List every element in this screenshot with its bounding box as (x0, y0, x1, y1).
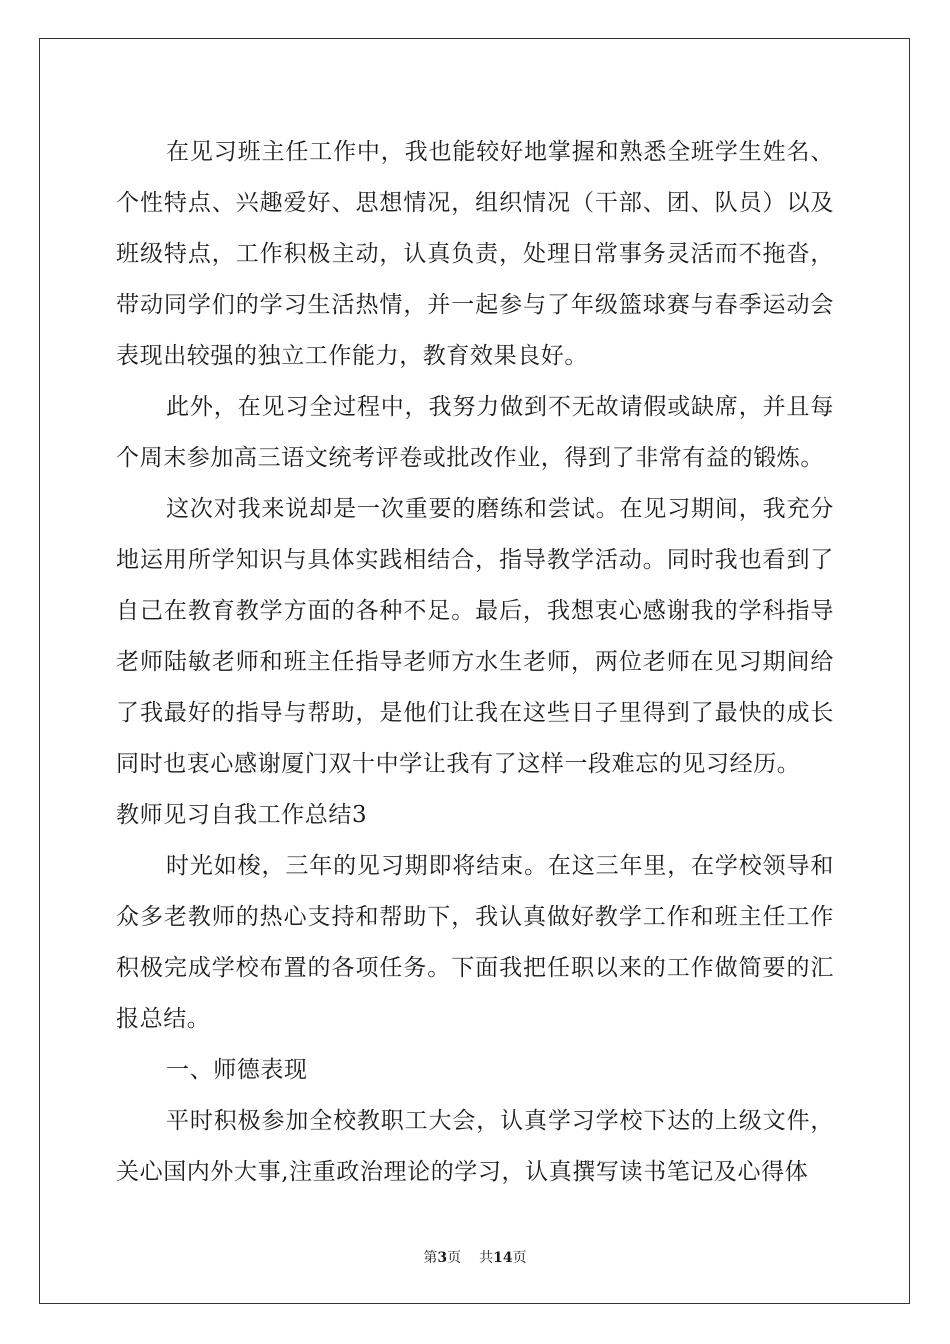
current-page-number: 3 (437, 1250, 448, 1266)
paragraph-summary-intro: 时光如梭，三年的见习期即将结束。在这三年里，在学校领导和众多老教师的热心支持和帮助下，我认真做好教学工作和班主任工作积极完成学校布置的各项任务。下面我把任职以来的工作做简要的汇报总结。 (116, 853, 834, 1032)
total-prefix: 共 (479, 1250, 494, 1266)
paragraph-attendance: 此外，在见习全过程中，我努力做到不无故请假或缺席，并且每个周末参加高三语文统考评卷或批改作业，得到了非常有益的锻炼。 (116, 394, 834, 471)
document-body (116, 127, 834, 1198)
page-suffix: 页 (447, 1250, 462, 1266)
paragraph-head-teacher-work: 在见习班主任工作中，我也能较好地掌握和熟悉全班学生姓名、个性特点、兴趣爱好、思想情况，组织情况（干部、团、队员）以及班级特点，工作积极主动，认真负责，处理日常事务灵活而不拖沓，带动同学们的学习生活热情，并一起参与了年级篮球赛与春季运动会表现出较强的独立工作能力，教育效果良好。 (116, 139, 834, 369)
subheading-ethics: 一、师德表现 (166, 1057, 308, 1083)
page-prefix: 第 (423, 1250, 438, 1266)
section-title: 教师见习自我工作总结3 (116, 802, 368, 828)
paragraph-thanks: 这次对我来说却是一次重要的磨练和尝试。在见习期间，我充分地运用所学知识与具体实践相结合，指导教学活动。同时我也看到了自己在教育教学方面的各种不足。最后，我想衷心感谢我的学科指导老师陆敏老师和班主任指导老师方水生老师，两位老师在见习期间给了我最好的指导与帮助，是他们让我在这些日子里得到了最快的成长同时也衷心感谢厦门双十中学让我有了这样一段难忘的见习经历。 (116, 496, 834, 777)
paragraph-ethics: 平时积极参加全校教职工大会，认真学习学校下达的上级文件，关心国内外大事,注重政治理论的学习，认真撰写读书笔记及心得体 (116, 1108, 834, 1185)
total-suffix: 页 (512, 1250, 527, 1266)
page-footer (0, 1247, 950, 1267)
total-page-number: 14 (493, 1250, 513, 1266)
